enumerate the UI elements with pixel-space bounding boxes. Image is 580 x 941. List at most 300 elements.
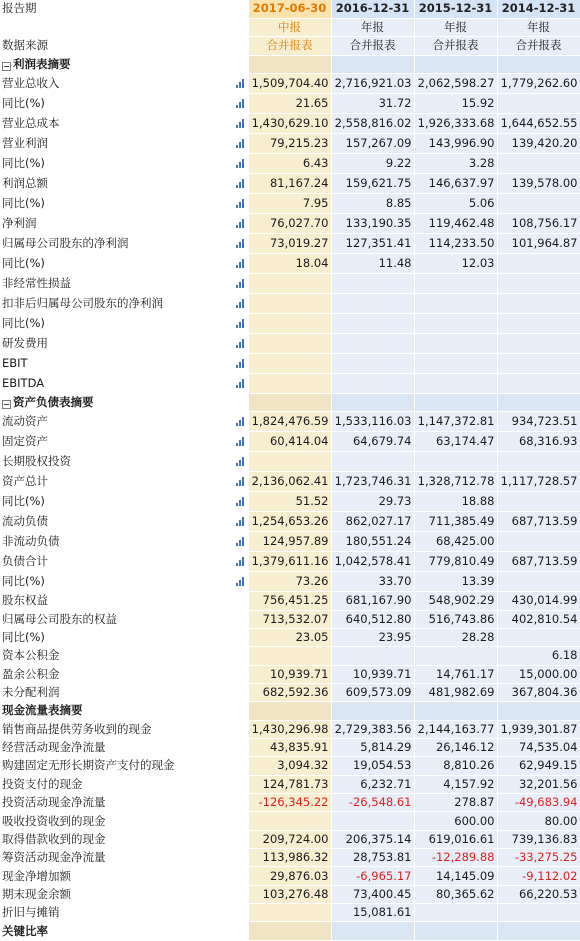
section-header-row <box>0 393 580 411</box>
value-cell: 1,328,712.78 <box>414 472 497 492</box>
report-type: 年报 <box>497 18 580 36</box>
value-cell: -26,548.61 <box>331 794 414 812</box>
table-row <box>0 432 580 452</box>
table-row <box>0 665 580 683</box>
section-header-row <box>0 922 580 940</box>
row-label: 净利润 <box>0 213 232 233</box>
value-cell: 81,167.24 <box>248 173 331 193</box>
row-label: 盈余公积金 <box>0 665 232 683</box>
table-row <box>0 512 580 532</box>
bar-chart-icon[interactable] <box>236 76 245 93</box>
value-cell <box>497 93 580 113</box>
bar-chart-icon[interactable] <box>236 136 245 153</box>
value-cell <box>248 353 331 373</box>
table-row <box>0 333 580 353</box>
row-label: 流动资产 <box>0 412 232 432</box>
value-cell: -126,345.22 <box>248 794 331 812</box>
value-cell <box>414 293 497 313</box>
value-cell: 862,027.17 <box>331 512 414 532</box>
row-label: 利润总额 <box>0 173 232 193</box>
table-row <box>0 572 580 592</box>
value-cell <box>331 452 414 472</box>
bar-chart-icon[interactable] <box>236 196 245 213</box>
value-cell: 600.00 <box>414 812 497 830</box>
row-label: 经营活动现金净流量 <box>0 738 232 756</box>
value-cell: 6.43 <box>248 153 331 173</box>
value-cell <box>497 273 580 293</box>
row-label: 筹资活动现金净流量 <box>0 849 232 867</box>
value-cell: 119,462.48 <box>414 213 497 233</box>
bar-chart-icon[interactable] <box>236 316 245 333</box>
row-label: 同比(%) <box>0 193 232 213</box>
table-row <box>0 492 580 512</box>
row-label: 同比(%) <box>0 313 232 333</box>
bar-chart-icon[interactable] <box>236 554 245 571</box>
value-cell: 26,146.12 <box>414 738 497 756</box>
bar-chart-icon[interactable] <box>236 414 245 431</box>
table-row <box>0 293 580 313</box>
row-label: 资本公积金 <box>0 647 232 665</box>
table-row <box>0 532 580 552</box>
row-label: 同比(%) <box>0 153 232 173</box>
section-title: 现金流量表摘要 <box>2 703 83 718</box>
period-date[interactable]: 2016-12-31 <box>331 0 414 18</box>
value-cell: 2,062,598.27 <box>414 73 497 93</box>
header-row-report-type <box>0 18 580 36</box>
value-cell <box>414 647 497 665</box>
value-cell: 1,939,301.87 <box>497 720 580 738</box>
value-cell: 146,637.97 <box>414 173 497 193</box>
value-cell: 127,351.41 <box>331 233 414 253</box>
value-cell: 2,558,816.02 <box>331 113 414 133</box>
source-label: 数据来源 <box>0 37 232 55</box>
value-cell <box>331 333 414 353</box>
value-cell: 74,535.04 <box>497 738 580 756</box>
period-date[interactable]: 2015-12-31 <box>414 0 497 18</box>
value-cell <box>248 647 331 665</box>
row-label: 长期股权投资 <box>0 452 232 472</box>
value-cell: 1,379,611.16 <box>248 552 331 572</box>
value-cell: 79,215.23 <box>248 133 331 153</box>
row-label: 投资活动现金净流量 <box>0 794 232 812</box>
value-cell <box>497 904 580 922</box>
row-label: 营业总成本 <box>0 113 232 133</box>
value-cell: 1,430,296.98 <box>248 720 331 738</box>
value-cell: 739,136.83 <box>497 830 580 848</box>
value-cell <box>331 647 414 665</box>
value-cell <box>414 373 497 393</box>
value-cell: 4,157.92 <box>414 775 497 793</box>
value-cell: 133,190.35 <box>331 213 414 233</box>
value-cell: 2,729,383.56 <box>331 720 414 738</box>
value-cell: 10,939.71 <box>248 665 331 683</box>
bar-chart-icon[interactable] <box>236 434 245 451</box>
data-source: 合并报表 <box>497 37 580 55</box>
value-cell: 1,824,476.59 <box>248 412 331 432</box>
bar-chart-icon[interactable] <box>236 236 245 253</box>
row-label: 期末现金余额 <box>0 885 232 903</box>
value-cell: 609,573.09 <box>331 683 414 701</box>
value-cell: 779,810.49 <box>414 552 497 572</box>
table-row <box>0 812 580 830</box>
value-cell: 73,019.27 <box>248 233 331 253</box>
value-cell: 1,926,333.68 <box>414 113 497 133</box>
value-cell: 6.18 <box>497 647 580 665</box>
value-cell: 12.03 <box>414 253 497 273</box>
row-label: 流动负债 <box>0 512 232 532</box>
value-cell <box>497 293 580 313</box>
table-row <box>0 610 580 628</box>
table-row <box>0 683 580 701</box>
data-source: 合并报表 <box>331 37 414 55</box>
value-cell <box>248 452 331 472</box>
value-cell: 681,167.90 <box>331 592 414 610</box>
value-cell: 15,000.00 <box>497 665 580 683</box>
value-cell: 29,876.03 <box>248 867 331 885</box>
value-cell <box>248 812 331 830</box>
table-row <box>0 647 580 665</box>
value-cell: 9.22 <box>331 153 414 173</box>
value-cell: 32,201.56 <box>497 775 580 793</box>
bar-chart-icon[interactable] <box>236 454 245 471</box>
table-row <box>0 830 580 848</box>
value-cell <box>497 153 580 173</box>
value-cell: 6,232.71 <box>331 775 414 793</box>
value-cell <box>248 273 331 293</box>
value-cell: 1,117,728.57 <box>497 472 580 492</box>
table-row <box>0 738 580 756</box>
table-row <box>0 849 580 867</box>
value-cell: 1,533,116.03 <box>331 412 414 432</box>
row-label: 同比(%) <box>0 492 232 512</box>
bar-chart-icon[interactable] <box>236 514 245 531</box>
row-label: 归属母公司股东的权益 <box>0 610 232 628</box>
value-cell <box>248 373 331 393</box>
value-cell <box>414 452 497 472</box>
value-cell: 31.72 <box>331 93 414 113</box>
value-cell: 124,781.73 <box>248 775 331 793</box>
value-cell: 139,420.20 <box>497 133 580 153</box>
value-cell: 18.88 <box>414 492 497 512</box>
row-label: 非经常性损益 <box>0 273 232 293</box>
value-cell: 1,430,629.10 <box>248 113 331 133</box>
table-row <box>0 452 580 472</box>
table-row <box>0 253 580 273</box>
value-cell: 51.52 <box>248 492 331 512</box>
value-cell <box>497 628 580 646</box>
value-cell: -9,112.02 <box>497 867 580 885</box>
table-row <box>0 412 580 432</box>
value-cell: 19,054.53 <box>331 757 414 775</box>
value-cell: -49,683.94 <box>497 794 580 812</box>
value-cell <box>497 373 580 393</box>
value-cell: 60,414.04 <box>248 432 331 452</box>
value-cell: 14,761.17 <box>414 665 497 683</box>
value-cell: 682,592.36 <box>248 683 331 701</box>
table-row <box>0 193 580 213</box>
table-row <box>0 628 580 646</box>
value-cell: 2,716,921.03 <box>331 73 414 93</box>
row-label: 同比(%) <box>0 628 232 646</box>
value-cell <box>497 452 580 472</box>
value-cell: 15,081.61 <box>331 904 414 922</box>
value-cell: 80,365.62 <box>414 885 497 903</box>
value-cell: -6,965.17 <box>331 867 414 885</box>
value-cell: 687,713.59 <box>497 552 580 572</box>
value-cell: 7.95 <box>248 193 331 213</box>
table-row <box>0 273 580 293</box>
bar-chart-icon[interactable] <box>236 156 245 173</box>
value-cell <box>331 313 414 333</box>
bar-chart-icon[interactable] <box>236 494 245 511</box>
value-cell: 68,425.00 <box>414 532 497 552</box>
row-label: 营业总收入 <box>0 73 232 93</box>
value-cell: 2,144,163.77 <box>414 720 497 738</box>
value-cell: 73,400.45 <box>331 885 414 903</box>
value-cell: 14,145.09 <box>414 867 497 885</box>
report-type: 年报 <box>331 18 414 36</box>
bar-chart-icon[interactable] <box>236 276 245 293</box>
value-cell: 103,276.48 <box>248 885 331 903</box>
collapse-icon[interactable]: − <box>3 61 10 71</box>
value-cell: 481,982.69 <box>414 683 497 701</box>
value-cell: 687,713.59 <box>497 512 580 532</box>
row-label: EBIT <box>0 353 232 373</box>
row-label: 销售商品提供劳务收到的现金 <box>0 720 232 738</box>
value-cell <box>414 333 497 353</box>
row-label: 非流动负债 <box>0 532 232 552</box>
value-cell: 1,509,704.40 <box>248 73 331 93</box>
bar-chart-icon[interactable] <box>236 474 245 491</box>
value-cell <box>331 812 414 830</box>
value-cell: 1,042,578.41 <box>331 552 414 572</box>
bar-chart-icon[interactable] <box>236 216 245 233</box>
row-label: 同比(%) <box>0 572 232 592</box>
table-row <box>0 720 580 738</box>
row-label: 固定资产 <box>0 432 232 452</box>
row-label: 研发费用 <box>0 333 232 353</box>
report-type: 中报 <box>248 18 331 36</box>
section-title: 关键比率 <box>2 923 48 938</box>
bar-chart-icon[interactable] <box>236 574 245 591</box>
table-row <box>0 904 580 922</box>
table-row <box>0 313 580 333</box>
value-cell <box>331 273 414 293</box>
data-source: 合并报表 <box>248 37 331 55</box>
value-cell <box>414 904 497 922</box>
value-cell: 206,375.14 <box>331 830 414 848</box>
value-cell <box>497 193 580 213</box>
bar-chart-icon[interactable] <box>236 376 245 393</box>
table-row <box>0 173 580 193</box>
value-cell: 548,902.29 <box>414 592 497 610</box>
table-row <box>0 592 580 610</box>
row-label: EBITDA <box>0 373 232 393</box>
table-row <box>0 233 580 253</box>
header-row-source <box>0 37 580 55</box>
value-cell: 66,220.53 <box>497 885 580 903</box>
value-cell: 113,986.32 <box>248 849 331 867</box>
bar-chart-icon[interactable] <box>236 534 245 551</box>
bar-chart-icon[interactable] <box>236 256 245 273</box>
value-cell: 402,810.54 <box>497 610 580 628</box>
value-cell: 80.00 <box>497 812 580 830</box>
row-label: 投资支付的现金 <box>0 775 232 793</box>
value-cell: 5.06 <box>414 193 497 213</box>
value-cell <box>414 313 497 333</box>
value-cell: 13.39 <box>414 572 497 592</box>
value-cell: 8,810.26 <box>414 757 497 775</box>
row-label: 归属母公司股东的净利润 <box>0 233 232 253</box>
table-row <box>0 113 580 133</box>
row-label: 购建固定无形长期资产支付的现金 <box>0 757 232 775</box>
bar-chart-icon[interactable] <box>236 96 245 113</box>
value-cell <box>497 532 580 552</box>
row-label: 同比(%) <box>0 93 232 113</box>
table-row <box>0 867 580 885</box>
row-label: 负债合计 <box>0 552 232 572</box>
value-cell: 11.48 <box>331 253 414 273</box>
row-label: 现金净增加额 <box>0 867 232 885</box>
period-label: 报告期 <box>0 0 232 18</box>
value-cell: 76,027.70 <box>248 213 331 233</box>
value-cell <box>331 373 414 393</box>
value-cell <box>248 904 331 922</box>
value-cell: -33,275.25 <box>497 849 580 867</box>
value-cell: 516,743.86 <box>414 610 497 628</box>
data-source: 合并报表 <box>414 37 497 55</box>
value-cell: 934,723.51 <box>497 412 580 432</box>
value-cell: 10,939.71 <box>331 665 414 683</box>
table-row <box>0 757 580 775</box>
value-cell <box>497 572 580 592</box>
value-cell: 5,814.29 <box>331 738 414 756</box>
row-label: 同比(%) <box>0 253 232 273</box>
value-cell: 28.28 <box>414 628 497 646</box>
value-cell: 159,621.75 <box>331 173 414 193</box>
report-type: 年报 <box>414 18 497 36</box>
value-cell <box>331 293 414 313</box>
bar-chart-icon[interactable] <box>236 116 245 133</box>
value-cell: 640,512.80 <box>331 610 414 628</box>
value-cell <box>414 353 497 373</box>
header-row-period <box>0 0 580 18</box>
value-cell <box>248 333 331 353</box>
value-cell: 430,014.99 <box>497 592 580 610</box>
value-cell <box>331 353 414 373</box>
value-cell <box>497 353 580 373</box>
value-cell: 43,835.91 <box>248 738 331 756</box>
table-row <box>0 213 580 233</box>
value-cell <box>497 492 580 512</box>
value-cell: 124,957.89 <box>248 532 331 552</box>
row-label: 吸收投资收到的现金 <box>0 812 232 830</box>
bar-chart-icon[interactable] <box>236 336 245 353</box>
value-cell <box>497 253 580 273</box>
value-cell <box>497 333 580 353</box>
table-row <box>0 133 580 153</box>
value-cell: 108,756.17 <box>497 213 580 233</box>
row-label: 资产总计 <box>0 472 232 492</box>
value-cell: 18.04 <box>248 253 331 273</box>
value-cell: 64,679.74 <box>331 432 414 452</box>
value-cell: 2,136,062.41 <box>248 472 331 492</box>
value-cell: 1,644,652.55 <box>497 113 580 133</box>
row-label: 取得借款收到的现金 <box>0 830 232 848</box>
value-cell <box>414 273 497 293</box>
value-cell: 209,724.00 <box>248 830 331 848</box>
value-cell: 62,949.15 <box>497 757 580 775</box>
value-cell: 28,753.81 <box>331 849 414 867</box>
collapse-icon[interactable]: − <box>3 400 10 410</box>
value-cell: 15.92 <box>414 93 497 113</box>
value-cell: 711,385.49 <box>414 512 497 532</box>
value-cell: 139,578.00 <box>497 173 580 193</box>
row-label: 股东权益 <box>0 592 232 610</box>
value-cell: 63,174.47 <box>414 432 497 452</box>
value-cell: 3.28 <box>414 153 497 173</box>
value-cell: 73.26 <box>248 572 331 592</box>
table-row <box>0 373 580 393</box>
table-row <box>0 775 580 793</box>
value-cell: 101,964.87 <box>497 233 580 253</box>
value-cell: 143,996.90 <box>414 133 497 153</box>
value-cell: 1,254,653.26 <box>248 512 331 532</box>
bar-chart-icon[interactable] <box>236 176 245 193</box>
bar-chart-icon[interactable] <box>236 356 245 373</box>
value-cell: 1,723,746.31 <box>331 472 414 492</box>
value-cell: 756,451.25 <box>248 592 331 610</box>
value-cell: 619,016.61 <box>414 830 497 848</box>
section-title: 利润表摘要 <box>13 56 71 71</box>
section-header-row <box>0 702 580 720</box>
table-row <box>0 93 580 113</box>
value-cell: 23.95 <box>331 628 414 646</box>
value-cell: 33.70 <box>331 572 414 592</box>
value-cell: 157,267.09 <box>331 133 414 153</box>
row-label: 折旧与摊销 <box>0 904 232 922</box>
table-row <box>0 153 580 173</box>
bar-chart-icon[interactable] <box>236 296 245 313</box>
value-cell: 8.85 <box>331 193 414 213</box>
value-cell: -12,289.88 <box>414 849 497 867</box>
table-row <box>0 885 580 903</box>
value-cell: 23.05 <box>248 628 331 646</box>
period-date[interactable]: 2014-12-31 <box>497 0 580 18</box>
value-cell: 367,804.36 <box>497 683 580 701</box>
value-cell: 278.87 <box>414 794 497 812</box>
row-label: 扣非后归属母公司股东的净利润 <box>0 293 232 313</box>
value-cell: 21.65 <box>248 93 331 113</box>
row-label: 未分配利润 <box>0 683 232 701</box>
table-row <box>0 73 580 93</box>
section-header-row <box>0 55 580 73</box>
value-cell: 114,233.50 <box>414 233 497 253</box>
value-cell: 180,551.24 <box>331 532 414 552</box>
row-label: 营业利润 <box>0 133 232 153</box>
period-date[interactable]: 2017-06-30 <box>248 0 331 18</box>
value-cell: 1,779,262.60 <box>497 73 580 93</box>
table-row <box>0 472 580 492</box>
value-cell: 29.73 <box>331 492 414 512</box>
table-row <box>0 353 580 373</box>
value-cell: 713,532.07 <box>248 610 331 628</box>
section-title: 资产负债表摘要 <box>13 395 94 410</box>
value-cell <box>248 293 331 313</box>
table-row <box>0 552 580 572</box>
value-cell <box>497 313 580 333</box>
value-cell: 68,316.93 <box>497 432 580 452</box>
